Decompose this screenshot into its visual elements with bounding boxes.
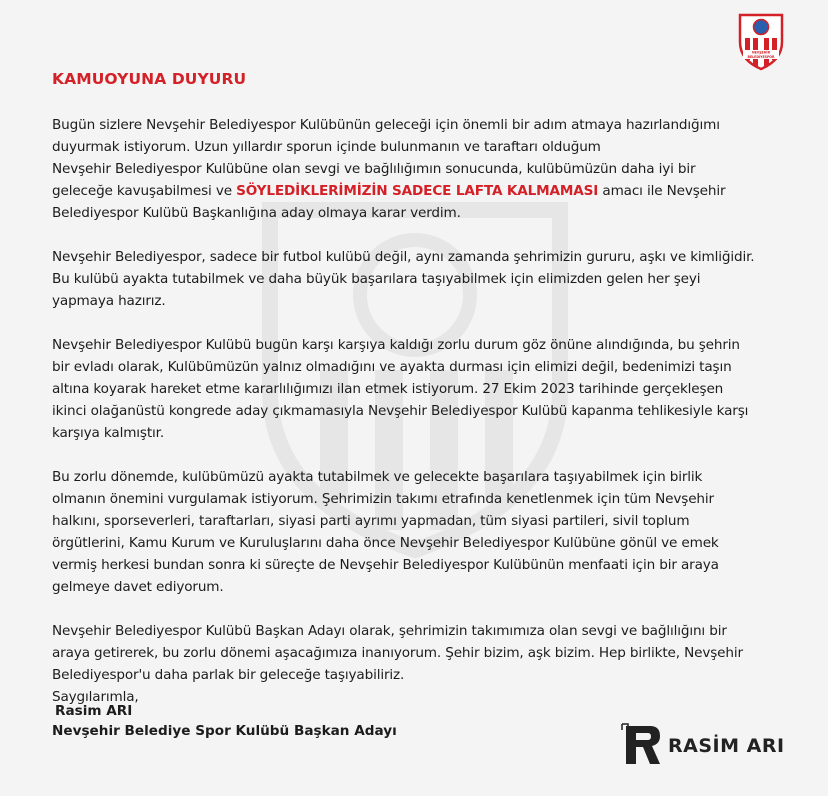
text-segment: gelmeye davet ediyorum.	[52, 579, 224, 595]
text-line	[52, 356, 792, 378]
text-segment: Nevşehir Belediyespor, sadece bir futbol kulübü değil, aynı zamanda şehrimizin gururu, aşkı ve kimliğidir.	[52, 249, 755, 265]
text-line	[52, 466, 792, 488]
text-line	[52, 576, 792, 598]
text-segment: yapmaya hazırız.	[52, 293, 166, 309]
text-segment: Belediyespor Kulübü Başkanlığına aday olmaya karar verdim.	[52, 205, 461, 221]
text-line	[52, 532, 792, 554]
text-segment: olmanın önemini vurgulamak istiyorum. Şehrimizin takımı etrafında kenetlenmek için tüm Nevşehir	[52, 491, 714, 507]
text-line	[52, 158, 792, 180]
text-segment: araya getirerek, bu zorlu dönemi aşacağımıza inanıyorum. Şehir bizim, aşk bizim. Hep birlikte, Nevşehir	[52, 645, 743, 661]
text-segment: örgütlerini, Kamu Kurum ve Kuruluşlarını daha önce Nevşehir Belediyespor Kulübüne gönül ve emek	[52, 535, 719, 551]
text-line	[52, 268, 792, 290]
text-segment: halkını, sporseverleri, taraftarları, siyasi parti ayrımı yapmadan, tüm siyasi partileri, sivil toplum	[52, 513, 690, 529]
text-line	[52, 246, 792, 268]
text-line	[52, 290, 792, 312]
text-segment: Bu kulübü ayakta tutabilmek ve daha büyük başarılara taşıyabilmek için elimizden gelen her şeyi	[52, 271, 701, 287]
text-line	[52, 114, 792, 136]
text-segment: Nevşehir Belediyespor Kulübü bugün karşı karşıya kaldığı zorlu durum göz önüne alındığında, bu şehrin	[52, 337, 740, 353]
text-line	[52, 664, 792, 686]
text-segment: Saygılarımla,	[52, 689, 139, 705]
paragraph	[52, 334, 792, 444]
text-line	[52, 334, 792, 356]
paragraph	[52, 620, 792, 708]
text-line	[52, 400, 792, 422]
text-segment: altına koyarak hareket etme kararlılığımızı ilan etmek istiyorum. 27 Ekim 2023 tarihinde gerçekleşen	[52, 381, 724, 397]
crest-text-top: NEVŞEHİR	[751, 50, 771, 55]
text-segment: Belediyespor'u daha parlak bir geleceğe taşıyabiliriz.	[52, 667, 405, 683]
text-segment: Bu zorlu dönemde, kulübümüzü ayakta tutabilmek ve gelecekte başarılara taşıyabilmek için birlik	[52, 469, 703, 485]
crest-text-bottom: BELEDİYESPOR	[747, 55, 775, 59]
text-line	[52, 422, 792, 444]
text-segment: amacı ile Nevşehir	[598, 183, 726, 199]
text-segment: Nevşehir Belediyespor Kulübü Başkan Adayı olarak, şehrimizin takımımıza olan sevgi ve bağlılığını bir	[52, 623, 727, 639]
signature-name: Rasim ARI	[55, 703, 133, 719]
text-segment: karşıya kalmıştır.	[52, 425, 165, 441]
text-line	[52, 620, 792, 642]
text-line	[52, 136, 792, 158]
club-crest-icon	[737, 12, 785, 72]
text-line	[52, 488, 792, 510]
text-segment: duyurmak istiyorum. Uzun yıllardır sporun içinde bulunmanın ve taraftarı olduğum	[52, 139, 601, 155]
announcement-body	[52, 114, 792, 730]
rasim-ari-logo-icon	[620, 722, 664, 768]
text-segment: Bugün sizlere Nevşehir Belediyespor Kulübünün geleceği için önemli bir adım atmaya hazırlandığımı	[52, 117, 720, 133]
paragraph	[52, 114, 792, 224]
text-line	[52, 642, 792, 664]
text-segment: ikinci olağanüstü kongrede aday çıkmamasıyla Nevşehir Belediyespor Kulübü kapanma tehlikesiyle karşı	[52, 403, 749, 419]
text-line	[52, 180, 792, 202]
announcement-title: KAMUOYUNA DUYURU	[52, 70, 247, 88]
text-segment: vermiş herkesi bundan sonra ki süreçte de Nevşehir Belediyespor Kulübünün menfaati için bir araya	[52, 557, 719, 573]
signature-block	[52, 701, 397, 741]
text-segment: geleceğe kavuşabilmesi ve	[52, 183, 237, 199]
text-line	[52, 378, 792, 400]
text-segment: Nevşehir Belediyespor Kulübüne olan sevgi ve bağlılığımın sonucunda, kulübümüzün daha iyi bir	[52, 161, 696, 177]
text-line	[52, 554, 792, 576]
text-line	[52, 510, 792, 532]
paragraph	[52, 246, 792, 312]
highlighted-text: SÖYLEDİKLERİMİZİN SADECE LAFTA KALMAMASI	[236, 183, 599, 199]
paragraph	[52, 466, 792, 598]
brand-name: RASİM ARI	[668, 735, 785, 757]
text-segment: bir evladı olarak, Kulübümüzün yalnız olmadığını ve ayakta durması için elimizi değil, bedenimizi taşın	[52, 359, 732, 375]
text-line	[52, 202, 792, 224]
signature-role: Nevşehir Belediye Spor Kulübü Başkan Adayı	[52, 723, 397, 739]
